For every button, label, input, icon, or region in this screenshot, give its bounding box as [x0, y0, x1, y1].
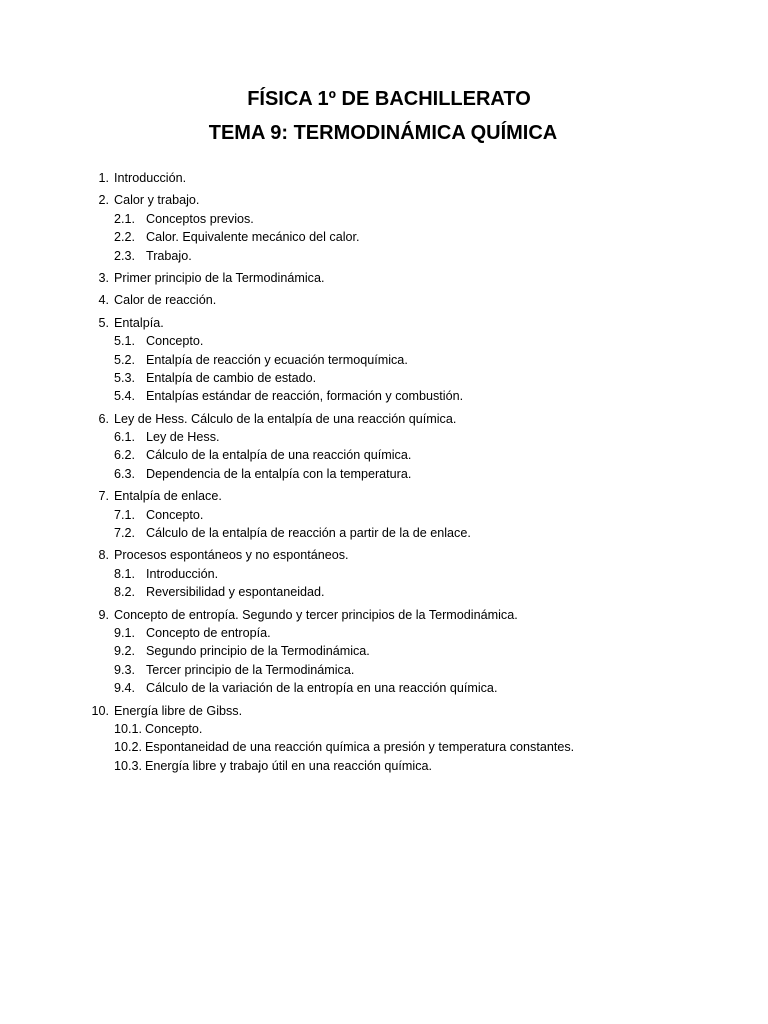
toc-subitem-title: Espontaneidad de una reacción química a presión y temperatura constantes. — [145, 740, 575, 755]
toc-subitem-number: 10.2. — [114, 740, 143, 755]
toc-subitem-number: 9.1. — [114, 625, 136, 640]
toc-subitem-title: Ley de Hess. — [146, 430, 220, 445]
toc-subitem-title: Trabajo. — [146, 248, 192, 263]
toc-subitem — [0, 332, 768, 350]
toc-entry — [0, 410, 768, 428]
toc-item-title: Primer principio de la Termodinámica. — [114, 270, 325, 285]
toc-item-number: 10. — [91, 703, 109, 718]
toc-item-number: 7. — [98, 489, 109, 504]
toc-subitem-number: 6.1. — [114, 430, 136, 445]
toc-subitem-title: Concepto. — [146, 334, 204, 349]
toc-subitem — [0, 661, 768, 679]
toc-item-title: Entalpía de enlace. — [114, 489, 222, 504]
toc-subitem — [0, 642, 768, 660]
toc-item-number: 6. — [98, 411, 109, 426]
toc-subitem — [0, 679, 768, 697]
toc-subitem — [0, 583, 768, 601]
toc-item — [0, 487, 768, 542]
toc-item-title: Concepto de entropía. Segundo y tercer principios de la Termodinámica. — [114, 607, 518, 622]
toc-subitem-title: Concepto de entropía. — [146, 625, 271, 640]
toc-subitem-title: Concepto. — [146, 507, 204, 522]
toc-entry — [0, 606, 768, 624]
toc-item — [0, 269, 768, 287]
table-of-contents — [0, 169, 768, 775]
toc-subitem-title: Energía libre y trabajo útil en una reacción química. — [145, 758, 433, 773]
toc-item-number: 1. — [98, 171, 109, 185]
toc-subitem-title: Calor. Equivalente mecánico del calor. — [146, 230, 360, 245]
toc-subitem-number: 9.3. — [114, 662, 136, 677]
toc-item-number: 3. — [98, 270, 109, 285]
toc-item-number: 9. — [98, 607, 109, 622]
toc-subitem-number: 5.4. — [114, 389, 136, 404]
toc-subitem-title: Cálculo de la variación de la entropía en una reacción química. — [146, 681, 498, 696]
toc-subitem-number: 8.2. — [114, 585, 136, 600]
toc-item — [0, 702, 768, 776]
toc-item-title: Calor y trabajo. — [114, 193, 200, 208]
toc-subitem-title: Conceptos previos. — [146, 211, 254, 226]
toc-subitem — [0, 210, 768, 228]
toc-subitem — [0, 624, 768, 642]
toc-subitem-title: Entalpía de reacción y ecuación termoquímica. — [146, 352, 408, 367]
toc-subitem-title: Concepto. — [145, 721, 203, 736]
toc-item — [0, 314, 768, 406]
toc-item — [0, 546, 768, 601]
toc-subitem-title: Reversibilidad y espontaneidad. — [146, 585, 325, 600]
toc-subitem-number: 7.1. — [114, 507, 136, 522]
toc-subitem-number: 2.2. — [114, 230, 136, 245]
toc-subitem — [0, 446, 768, 464]
toc-subitem — [0, 351, 768, 369]
toc-subitem-title: Entalpía de cambio de estado. — [146, 370, 317, 385]
toc-subitem-number: 10.1. — [114, 721, 143, 736]
toc-item-title: Calor de reacción. — [114, 293, 217, 308]
toc-subitem — [0, 228, 768, 246]
toc-entry — [0, 487, 768, 505]
toc-subitem-title: Tercer principio de la Termodinámica. — [146, 662, 355, 677]
toc-subitem-number: 5.3. — [114, 370, 136, 385]
toc-subitem-number: 2.1. — [114, 211, 136, 226]
toc-item-number: 2. — [98, 193, 109, 208]
toc-subitem-number: 9.2. — [114, 644, 136, 659]
toc-entry — [0, 191, 768, 209]
toc-subitem — [0, 565, 768, 583]
toc-subitem — [0, 720, 768, 738]
toc-item — [0, 291, 768, 309]
toc-item-title: Energía libre de Gibss. — [114, 703, 243, 718]
toc-item-number: 4. — [98, 293, 109, 308]
toc-subitem-number: 8.1. — [114, 566, 136, 581]
toc-subitem — [0, 369, 768, 387]
toc-item — [0, 191, 768, 265]
toc-entry — [0, 269, 768, 287]
toc-entry — [0, 291, 768, 309]
toc-subitem-number: 2.3. — [114, 248, 136, 263]
toc-subitem — [0, 247, 768, 265]
toc-subitem — [0, 387, 768, 405]
toc-subitem — [0, 465, 768, 483]
toc-item-title: Ley de Hess. Cálculo de la entalpía de una reacción química. — [114, 411, 457, 426]
toc-item — [0, 606, 768, 698]
toc-item-title: Entalpía. — [114, 315, 164, 330]
toc-subitem — [0, 506, 768, 524]
toc-subitem — [0, 757, 768, 775]
toc-subitem — [0, 524, 768, 542]
toc-item-number: 5. — [98, 315, 109, 330]
toc-subitem — [0, 428, 768, 446]
toc-item-title: Introducción. — [114, 171, 187, 185]
toc-entry — [0, 546, 768, 564]
toc-subitem — [0, 738, 768, 756]
toc-item-title: Procesos espontáneos y no espontáneos. — [114, 548, 349, 563]
toc-entry — [0, 314, 768, 332]
toc-subitem-number: 6.3. — [114, 466, 136, 481]
toc-subitem-number: 9.4. — [114, 681, 136, 696]
toc-subitem-title: Introducción. — [146, 566, 219, 581]
toc-subitem-title: Cálculo de la entalpía de una reacción química. — [146, 448, 412, 463]
toc-entry — [0, 169, 768, 187]
toc-subitem-title: Entalpías estándar de reacción, formación y combustión. — [146, 389, 464, 404]
toc-subitem-number: 5.2. — [114, 352, 136, 367]
toc-item — [0, 410, 768, 484]
toc-subitem-title: Cálculo de la entalpía de reacción a partir de la de enlace. — [146, 526, 471, 541]
toc-entry — [0, 702, 768, 720]
toc-subitem-title: Segundo principio de la Termodinámica. — [146, 644, 370, 659]
toc-item-number: 8. — [98, 548, 109, 563]
toc-subitem-title: Dependencia de la entalpía con la temperatura. — [146, 466, 412, 481]
toc-subitem-number: 5.1. — [114, 334, 136, 349]
toc-subitem-number: 10.3. — [114, 758, 143, 773]
toc-subitem-number: 6.2. — [114, 448, 136, 463]
toc-item — [0, 169, 768, 187]
document-subtitle: TEMA 9: TERMODINÁMICA QUÍMICA — [208, 122, 558, 144]
document-title: FÍSICA 1º DE BACHILLERATO — [247, 88, 531, 110]
toc-subitem-number: 7.2. — [114, 526, 136, 541]
